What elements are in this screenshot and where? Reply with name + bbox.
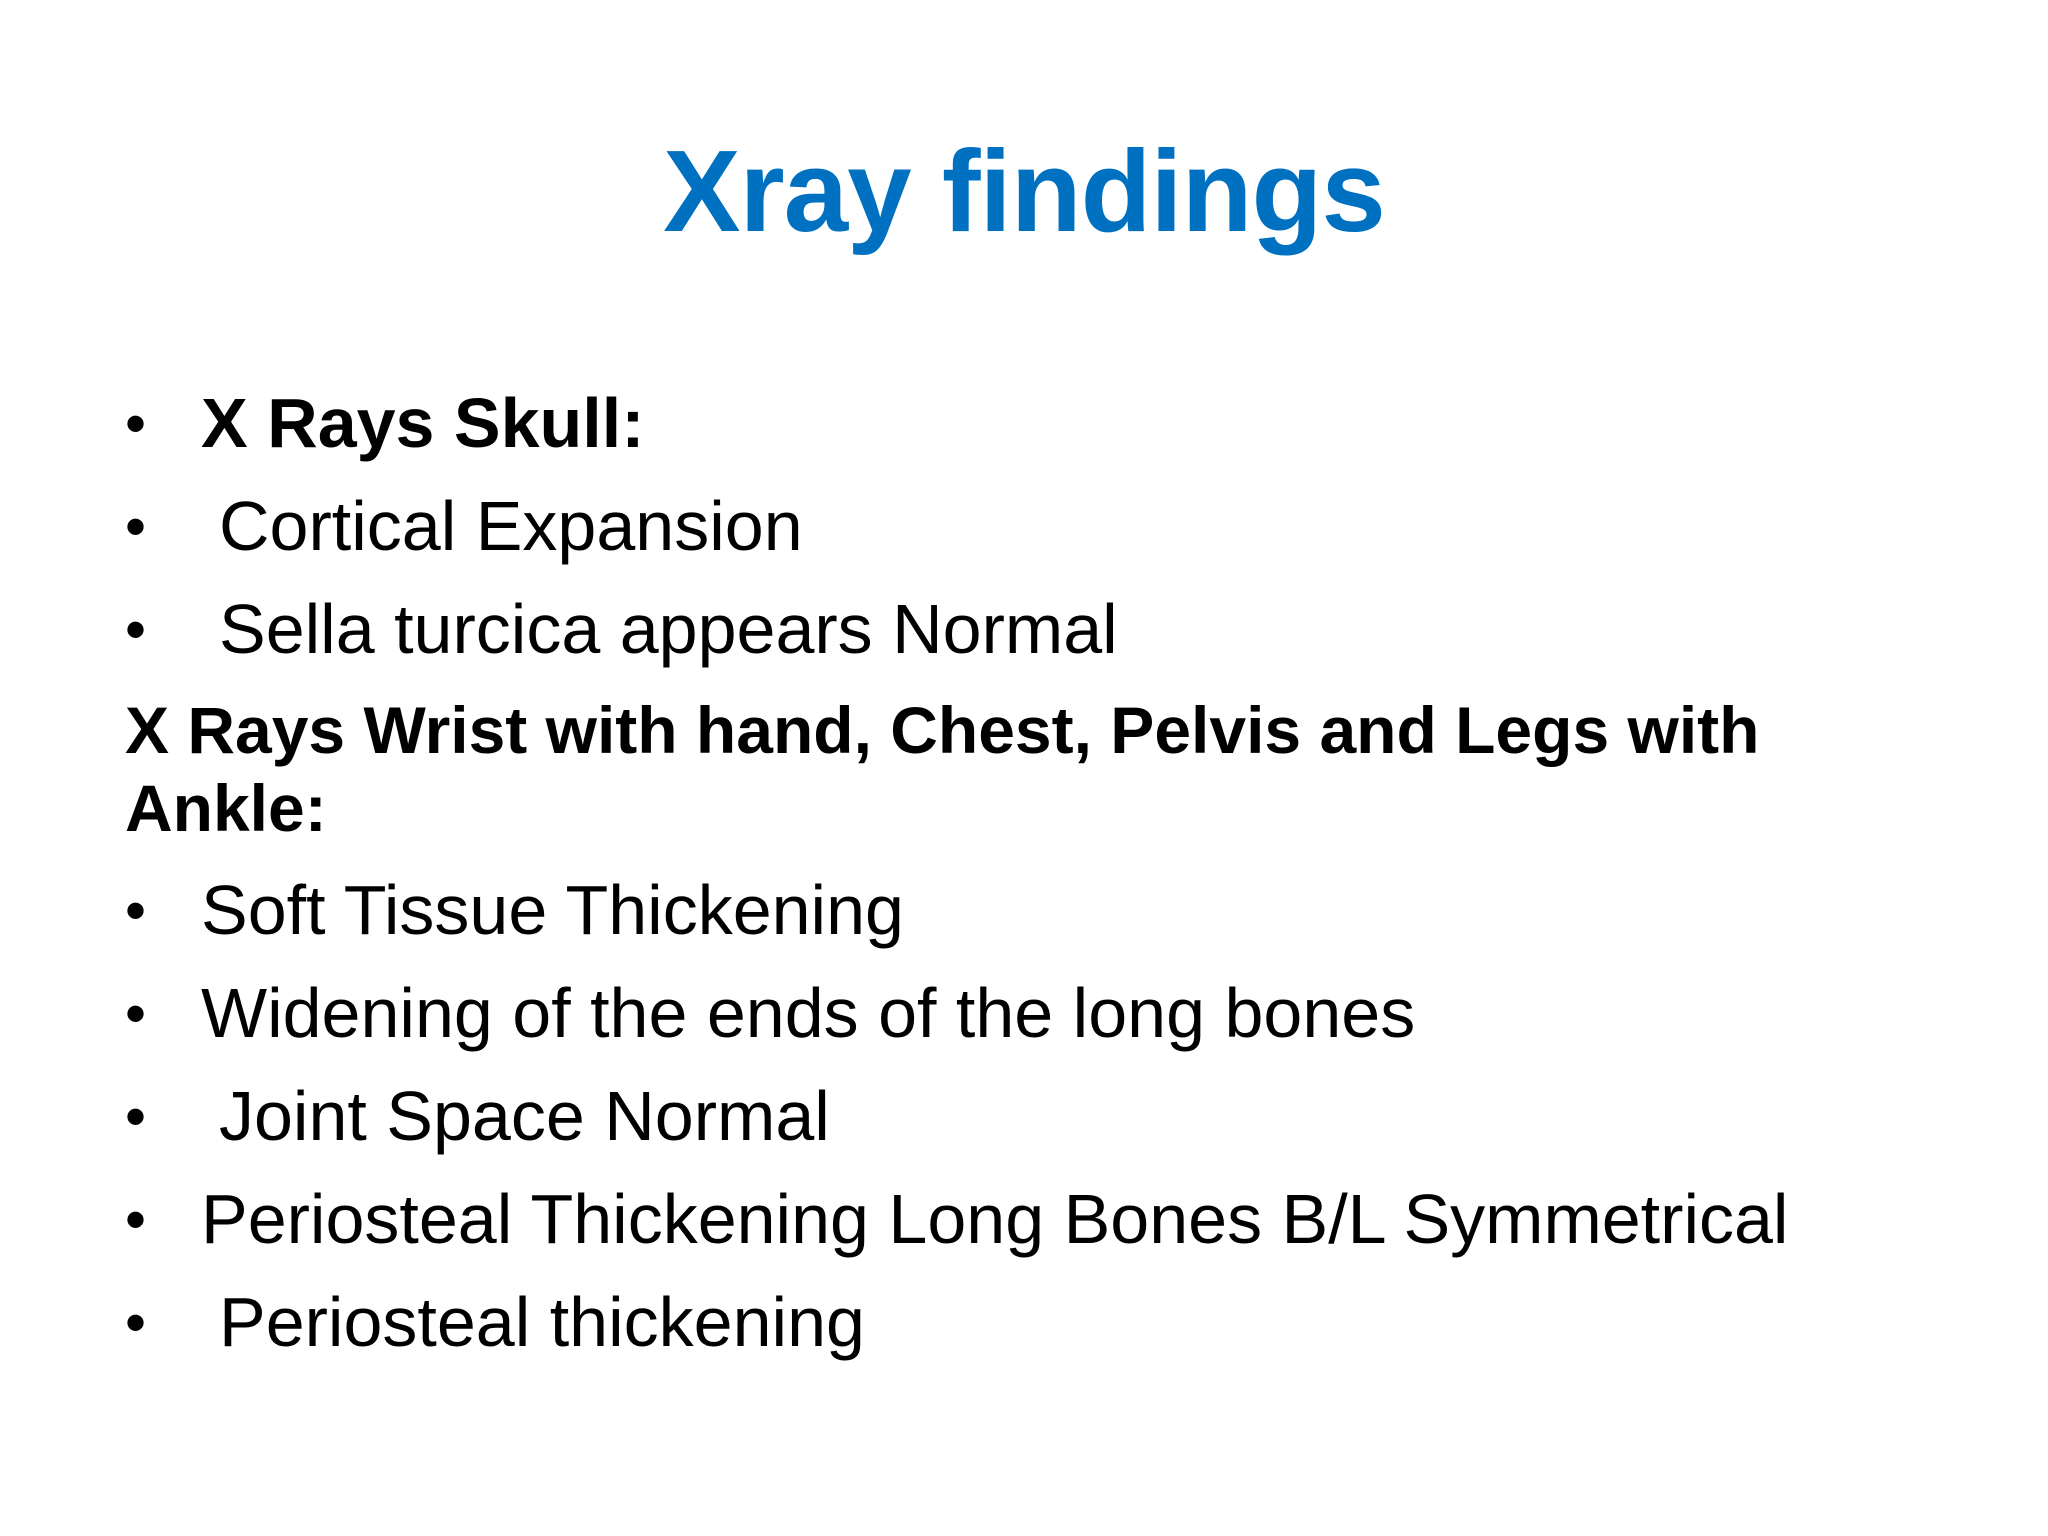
bullet-glyph: •	[125, 390, 147, 457]
bullet-glyph: •	[125, 877, 147, 944]
slide-title: Xray findings	[663, 126, 1385, 256]
bullet-text: Cortical Expansion	[219, 487, 803, 565]
bullet-item	[125, 1065, 1945, 1168]
bullet-item	[125, 962, 1945, 1065]
bullet-item	[125, 372, 1945, 475]
bullet-text: Joint Space Normal	[219, 1077, 830, 1155]
bullet-text: Soft Tissue Thickening	[201, 871, 904, 949]
bullet-glyph: •	[125, 493, 147, 560]
bullet-glyph: •	[125, 1186, 147, 1253]
section-heading-skull: X Rays Skull:	[201, 384, 645, 462]
bullet-glyph: •	[125, 596, 147, 663]
bullet-glyph: •	[125, 1083, 147, 1150]
bullet-glyph: •	[125, 1289, 147, 1356]
bullet-item	[125, 859, 1945, 962]
bullet-item	[125, 475, 1945, 578]
slide-content	[125, 372, 1945, 1374]
bullet-text: Sella turcica appears Normal	[219, 590, 1118, 668]
bullet-item	[125, 1271, 1945, 1374]
bullet-text: Periosteal thickening	[219, 1283, 865, 1361]
bullet-item	[125, 578, 1945, 681]
bullet-glyph: •	[125, 980, 147, 1047]
section-heading-wrist: X Rays Wrist with hand, Chest, Pelvis and Legs with Ankle:	[125, 693, 1760, 845]
bullet-text: Periosteal Thickening Long Bones B/L Symmetrical	[201, 1180, 1789, 1258]
bullet-item	[125, 1168, 1945, 1271]
bullet-text: Widening of the ends of the long bones	[201, 974, 1416, 1052]
